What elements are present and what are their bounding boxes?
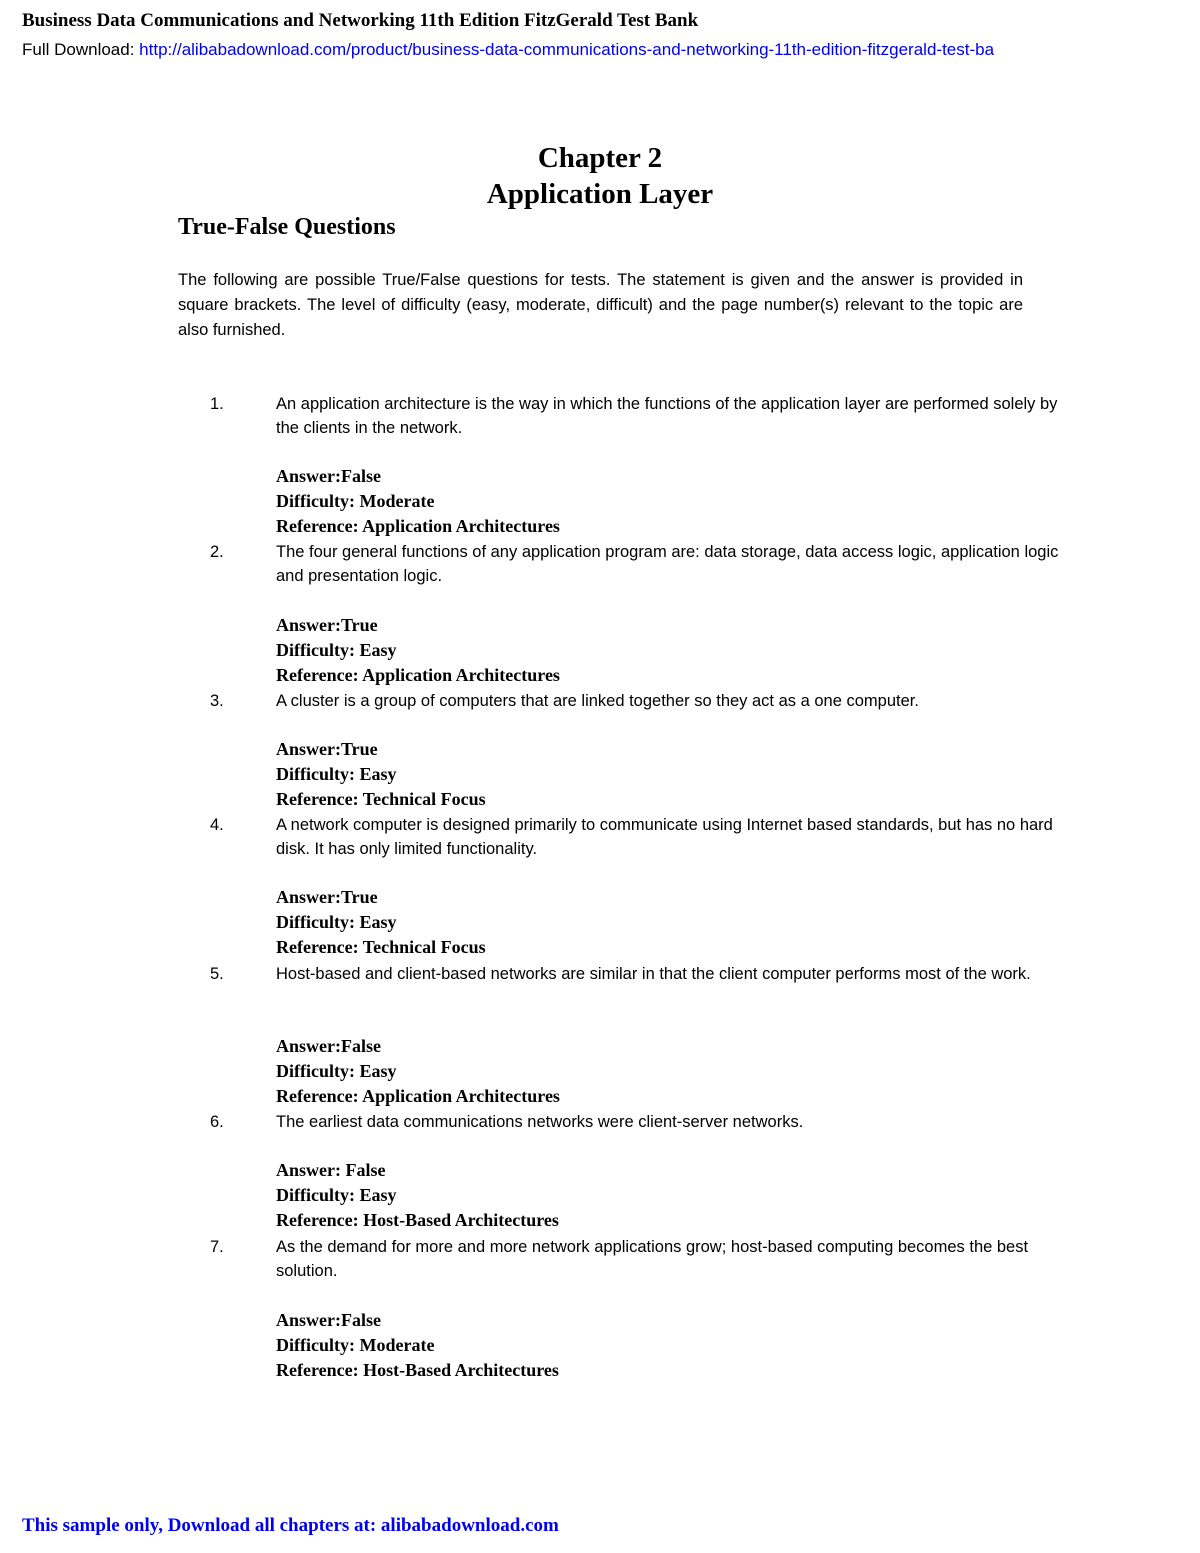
reference-line: Reference: Host-Based Architectures — [276, 1210, 559, 1230]
question-meta — [276, 885, 486, 960]
answer-line: Answer:True — [276, 615, 378, 635]
difficulty-line: Difficulty: Easy — [276, 1061, 397, 1081]
reference-line: Reference: Application Architectures — [276, 1086, 560, 1106]
intro-paragraph: The following are possible True/False questions for tests. The statement is given and the answer is provided in square brackets. The level of difficulty (easy, moderate, difficult) and the page number(s) relevant to the topic are also furnished. — [178, 271, 1023, 339]
question-text: As the demand for more and more network applications grow; host-based computing becomes the best solution. — [276, 1238, 1029, 1280]
reference-line: Reference: Technical Focus — [276, 937, 486, 957]
question-text: A cluster is a group of computers that are linked together so they act as a one computer. — [276, 692, 919, 710]
download-label: Full Download: — [22, 40, 140, 59]
reference-line: Reference: Application Architectures — [276, 665, 560, 685]
question-meta — [276, 737, 486, 812]
question-number: 6. — [210, 1113, 224, 1131]
question-meta — [276, 613, 560, 688]
question-meta — [276, 1308, 559, 1383]
difficulty-line: Difficulty: Easy — [276, 1185, 397, 1205]
answer-line: Answer:False — [276, 466, 381, 486]
document-header-title: Business Data Communications and Networking 11th Edition FitzGerald Test Bank — [22, 10, 699, 31]
question-meta — [276, 1034, 560, 1109]
section-title: True-False Questions — [178, 214, 396, 240]
question-text: The four general functions of any application program are: data storage, data access logic, application logic and presentation logic. — [276, 543, 1059, 585]
download-line — [22, 40, 1200, 60]
question-number: 7. — [210, 1238, 224, 1256]
question-number: 3. — [210, 692, 224, 710]
question-number: 1. — [210, 395, 224, 413]
question-text: A network computer is designed primarily to communicate using Internet based standards, but has no hard disk. It has only limited functionality. — [276, 816, 1053, 858]
difficulty-line: Difficulty: Easy — [276, 764, 397, 784]
question-text: Host-based and client-based networks are similar in that the client computer performs most of the work. — [276, 965, 1031, 983]
chapter-title: Application Layer — [486, 178, 714, 210]
answer-line: Answer:True — [276, 887, 378, 907]
chapter-heading — [0, 140, 1200, 212]
answer-line: Answer: False — [276, 1160, 386, 1180]
answer-line: Answer:False — [276, 1310, 381, 1330]
download-link[interactable]: http://alibabadownload.com/product/business-data-communications-and-networking-11th-edition-fitzgerald-test-ba — [139, 40, 995, 59]
difficulty-line: Difficulty: Easy — [276, 640, 397, 660]
question-number: 4. — [210, 816, 224, 834]
question-meta — [276, 464, 560, 539]
answer-line: Answer:False — [276, 1036, 381, 1056]
reference-line: Reference: Host-Based Architectures — [276, 1360, 559, 1380]
chapter-number: Chapter 2 — [537, 142, 663, 174]
reference-line: Reference: Technical Focus — [276, 789, 486, 809]
question-text: An application architecture is the way in which the functions of the application layer are performed solely by the clients in the network. — [276, 395, 1058, 437]
reference-line: Reference: Application Architectures — [276, 516, 560, 536]
difficulty-line: Difficulty: Easy — [276, 912, 397, 932]
question-meta — [276, 1158, 559, 1233]
footer-download-notice[interactable]: This sample only, Download all chapters at: alibabadownload.com — [22, 1515, 559, 1536]
question-number: 5. — [210, 965, 224, 983]
question-number: 2. — [210, 543, 224, 561]
question-text: The earliest data communications networks were client-server networks. — [276, 1113, 804, 1131]
difficulty-line: Difficulty: Moderate — [276, 1335, 435, 1355]
answer-line: Answer:True — [276, 739, 378, 759]
difficulty-line: Difficulty: Moderate — [276, 491, 435, 511]
